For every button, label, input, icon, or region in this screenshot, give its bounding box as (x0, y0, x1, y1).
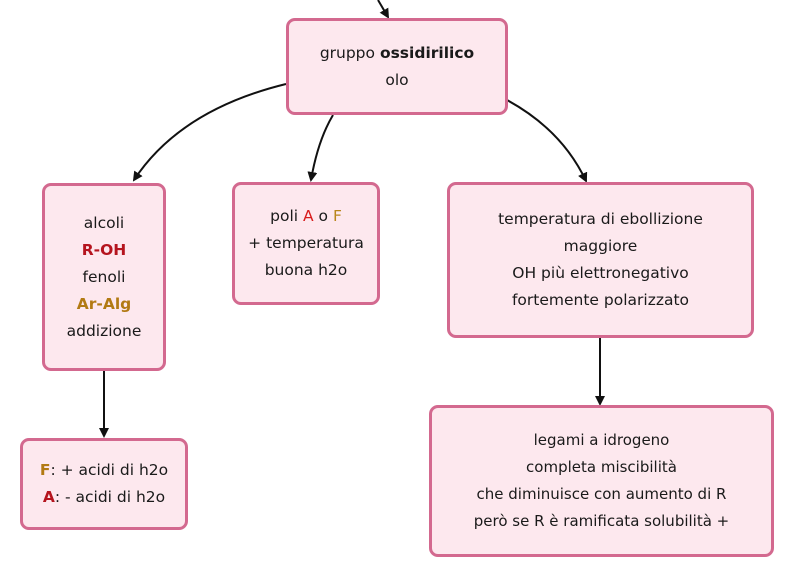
legami-line-2: completa miscibilità (526, 458, 677, 476)
legami-line-1: legami a idrogeno (533, 431, 670, 449)
legami-line-3: che diminuisce con aumento di R (476, 485, 727, 503)
poli-line-3: buona h2o (264, 261, 348, 279)
root-line-2: olo (385, 70, 409, 89)
legami-line-4: però se R è ramificata solubilità + (473, 512, 730, 530)
edge-root-poli (311, 115, 333, 180)
alcoli-line-5: addizione (66, 321, 142, 340)
temp-line-1: temperatura di ebollizione (498, 210, 703, 228)
acidi-line-2: A: - acidi di h2o (42, 488, 166, 506)
node-legami (429, 405, 774, 557)
node-temperatura (447, 182, 754, 338)
acidi-line-1: F: + acidi di h2o (39, 461, 169, 479)
temp-line-3: OH più elettronegativo (512, 264, 689, 282)
alcoli-line-2: R-OH (81, 240, 127, 259)
edge-root-alcoli (134, 84, 286, 180)
node-acidi (20, 438, 188, 530)
temp-line-4: fortemente polarizzato (511, 291, 690, 309)
node-poli (232, 182, 380, 305)
alcoli-line-1: alcoli (83, 213, 125, 232)
poli-line-1: poli A o F (270, 207, 342, 225)
alcoli-line-4: Ar-Alg (76, 294, 132, 313)
alcoli-line-3: fenoli (82, 267, 126, 286)
edge-incoming (378, 0, 388, 17)
node-alcoli (42, 183, 166, 371)
edge-root-temp (507, 100, 586, 181)
root-line-1: gruppo ossidirilico (319, 43, 475, 62)
temp-line-2: maggiore (563, 237, 638, 255)
poli-line-2: + temperatura (248, 234, 364, 252)
node-gruppo-ossidirilico (286, 18, 508, 115)
